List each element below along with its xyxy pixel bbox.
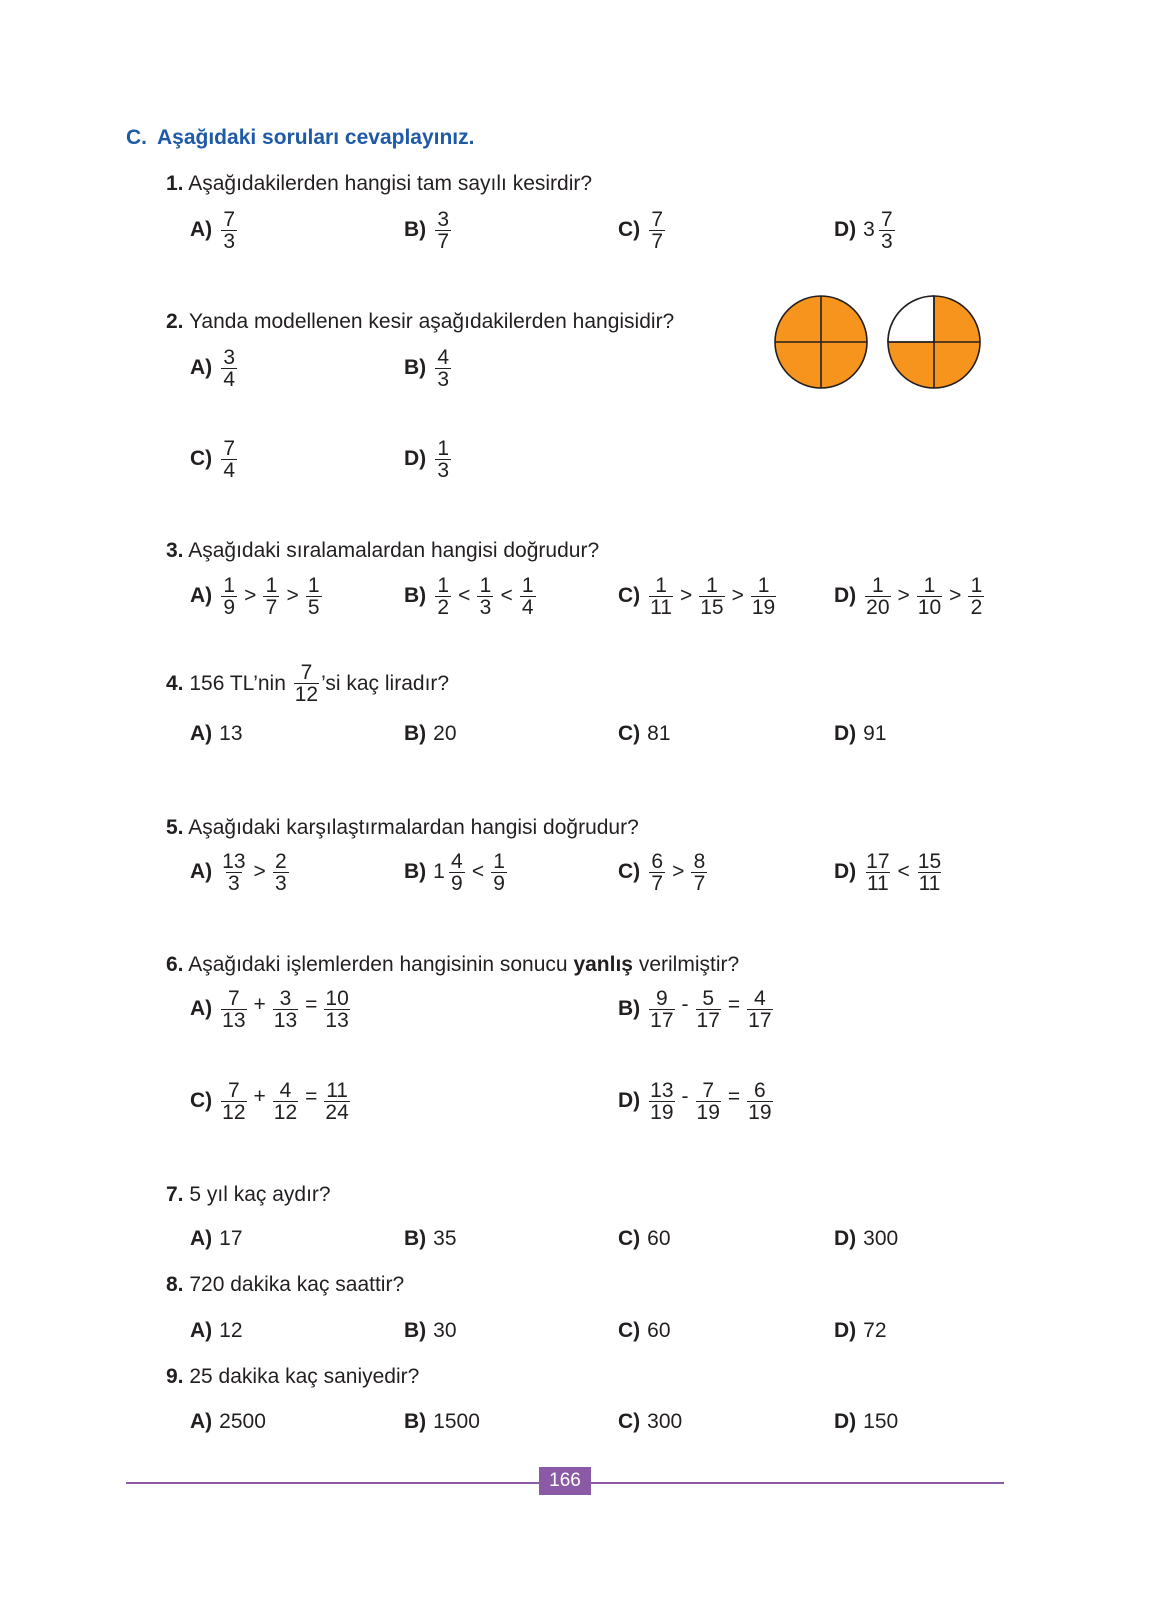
q1-option-a[interactable]: A) $\frac{7}{3}$ (190, 202, 239, 258)
q1-option-b[interactable]: B) $\frac{3}{7}$ (404, 202, 453, 258)
option-value: 150 (863, 1410, 899, 1433)
fraction: $\frac{4}{9}$ (449, 851, 465, 894)
fraction: $\frac{3}{7}$ (435, 209, 451, 252)
equals-sign: = (305, 1085, 318, 1108)
question-1 (166, 172, 592, 196)
q4-option-a[interactable]: A) 13 (190, 722, 243, 745)
fraction: $\frac{6}{19}$ (748, 1078, 772, 1124)
question-text: Aşağıdaki sıralamalardan hangisi doğrudur? (188, 539, 600, 562)
fraction: $\frac{1}{2}$ (968, 575, 984, 618)
option-value: 13 (219, 722, 243, 745)
fraction: $\frac{1}{11}$ (650, 573, 672, 619)
q1-option-d[interactable]: D) 3 $\frac{7}{3}$ (834, 202, 897, 258)
fraction: $\frac{1}{9}$ (221, 575, 237, 618)
fraction: $\frac{7}{12}$ (222, 1078, 246, 1124)
comparison-sign: > (897, 584, 910, 607)
q8-option-b[interactable]: B) 30 (404, 1319, 457, 1342)
question-text: 156 TL’nin (189, 671, 286, 695)
fraction: $\frac{1}{5}$ (306, 575, 322, 618)
fraction: $\frac{7}{7}$ (649, 209, 665, 252)
fraction: $\frac{17}{11}$ (866, 849, 890, 895)
fraction: $\frac{10}{13}$ (325, 986, 349, 1032)
fraction: $\frac{13}{3}$ (222, 849, 246, 895)
q9-option-a[interactable]: A) 2500 (190, 1410, 266, 1433)
question-9 (166, 1365, 419, 1389)
question-number: 5. (166, 816, 184, 839)
whole-number: 3 (863, 218, 875, 241)
option-value: 91 (863, 722, 887, 745)
question-text: Aşağıdaki işlemlerden hangisinin sonucu (188, 953, 568, 976)
q8-option-d[interactable]: D) 72 (834, 1319, 887, 1342)
q4-option-d[interactable]: D) 91 (834, 722, 887, 745)
question-7 (166, 1183, 331, 1207)
fraction: $\frac{9}{17}$ (650, 986, 674, 1032)
question-number: 3. (166, 539, 184, 562)
operator-sign: - (681, 993, 689, 1016)
fraction: $\frac{7}{4}$ (221, 438, 237, 481)
section-title: Aşağıdaki soruları cevaplayınız. (157, 126, 475, 149)
q9-option-d[interactable]: D) 150 (834, 1410, 899, 1433)
question-number: 6. (166, 953, 184, 976)
fraction: $\frac{1}{2}$ (435, 575, 451, 618)
q5-option-d[interactable]: D) $\frac{17}{11}$ < $\frac{15}{11}$ (834, 849, 942, 895)
q2-option-c[interactable]: C) $\frac{7}{4}$ (190, 431, 239, 487)
fraction: $\frac{3}{13}$ (273, 986, 298, 1032)
operator-sign: - (681, 1085, 689, 1108)
question-text: 5 yıl kaç aydır? (189, 1183, 331, 1206)
fraction: $\frac{1}{19}$ (751, 573, 776, 619)
question-text: Aşağıdaki karşılaştırmalardan hangisi doğrudur? (188, 816, 639, 839)
page-number: 166 (539, 1467, 591, 1495)
question-number: 2. (166, 310, 184, 333)
option-value: 2500 (219, 1410, 266, 1433)
q5-option-c[interactable]: C) $\frac{6}{7}$ > $\frac{8}{7}$ (618, 844, 709, 900)
comparison-sign: > (949, 584, 962, 607)
whole-number: 1 (433, 860, 445, 883)
question-text: 720 dakika kaç saattir? (189, 1273, 405, 1296)
comparison-sign: < (500, 584, 513, 607)
three-quarter-circle (888, 296, 980, 388)
option-value: 12 (219, 1319, 243, 1342)
q1-option-c[interactable]: C) $\frac{7}{7}$ (618, 202, 667, 258)
q7-option-b[interactable]: B) 35 (404, 1227, 457, 1250)
fraction: $\frac{1}{9}$ (491, 851, 507, 894)
fraction: $\frac{4}{17}$ (748, 986, 772, 1032)
fraction: $\frac{3}{4}$ (221, 347, 237, 390)
option-value: 20 (433, 722, 457, 745)
option-value: 60 (647, 1227, 671, 1250)
q8-option-a[interactable]: A) 12 (190, 1319, 243, 1342)
fraction: $\frac{13}{19}$ (650, 1078, 674, 1124)
option-value: 72 (863, 1319, 887, 1342)
comparison-sign: > (244, 584, 257, 607)
option-value: 60 (647, 1319, 671, 1342)
fraction: $\frac{1}{4}$ (520, 575, 536, 618)
fraction: $\frac{7}{12}$ (294, 661, 319, 706)
comparison-sign: < (471, 860, 485, 883)
section-heading (126, 126, 474, 150)
q3-option-a[interactable]: A) $\frac{1}{9}$ > $\frac{1}{7}$ > $\frac{1}{5}$ (190, 568, 324, 624)
fraction: $\frac{11}{24}$ (325, 1078, 349, 1124)
question-3 (166, 539, 599, 563)
question-number: 8. (166, 1273, 184, 1296)
fraction: $\frac{7}{13}$ (222, 986, 246, 1032)
fraction: $\frac{7}{3}$ (221, 209, 237, 252)
question-text: Aşağıdakilerden hangisi tam sayılı kesirdir? (188, 172, 593, 195)
option-value: 35 (433, 1227, 457, 1250)
fraction: $\frac{15}{11}$ (917, 849, 942, 895)
option-value: 1500 (433, 1410, 480, 1433)
q9-option-b[interactable]: B) 1500 (404, 1410, 480, 1433)
q3-option-b[interactable]: B) $\frac{1}{2}$ < $\frac{1}{3}$ < $\frac{1}{4}$ (404, 568, 538, 624)
comparison-sign: > (679, 584, 693, 607)
operator-sign: + (253, 1085, 266, 1108)
q9-option-c[interactable]: C) 300 (618, 1410, 683, 1433)
q6-option-d[interactable]: D) $\frac{13}{19}$ - $\frac{7}{19}$ = $\frac{6}{19}$ (618, 1078, 772, 1124)
operator-sign: + (253, 993, 266, 1016)
q2-option-b[interactable]: B) $\frac{4}{3}$ (404, 340, 453, 396)
q6-option-c[interactable]: C) $\frac{7}{12}$ + $\frac{4}{12}$ = $\frac{11}{24}$ (190, 1078, 349, 1124)
question-5 (166, 816, 639, 840)
option-value: 17 (219, 1227, 243, 1250)
question-number: 1. (166, 172, 184, 195)
fraction: $\frac{1}{3}$ (477, 575, 493, 618)
question-8 (166, 1273, 404, 1297)
full-circle (775, 296, 867, 388)
question-4 (166, 662, 449, 705)
q6-option-b[interactable]: B) $\frac{9}{17}$ - $\frac{5}{17}$ = $\frac{4}{17}$ (618, 986, 772, 1032)
question-6 (166, 953, 739, 977)
fraction: $\frac{1}{3}$ (435, 438, 451, 481)
fraction: $\frac{6}{7}$ (649, 851, 665, 894)
q4-option-c[interactable]: C) 81 (618, 722, 671, 745)
comparison-sign: > (731, 584, 744, 607)
option-value: 300 (863, 1227, 899, 1250)
q6-option-a[interactable]: A) $\frac{7}{13}$ + $\frac{3}{13}$ = $\frac{10}{13}$ (190, 986, 349, 1032)
comparison-sign: < (897, 860, 910, 883)
footer-rule-left (126, 1482, 539, 1484)
fraction: $\frac{4}{3}$ (435, 347, 451, 390)
section-letter: C. (126, 126, 147, 149)
fraction: $\frac{5}{17}$ (696, 986, 720, 1032)
fraction: $\frac{2}{3}$ (273, 851, 289, 894)
equals-sign: = (305, 993, 318, 1016)
q5-option-b[interactable]: B) 1 $\frac{4}{9}$ < $\frac{1}{9}$ (404, 844, 509, 900)
comparison-sign: > (286, 584, 299, 607)
question-text-suffix: ’si kaç liradır? (321, 671, 450, 695)
footer-rule-right (591, 1482, 1004, 1484)
q2-option-d[interactable]: D) $\frac{1}{3}$ (404, 431, 453, 487)
fraction: $\frac{7}{3}$ (879, 209, 895, 252)
q2-option-a[interactable]: A) $\frac{3}{4}$ (190, 340, 239, 396)
q7-option-d[interactable]: D) 300 (834, 1227, 899, 1250)
comparison-sign: > (253, 860, 266, 883)
q7-option-c[interactable]: C) 60 (618, 1227, 671, 1250)
question-2 (166, 310, 674, 334)
question-text: Yanda modellenen kesir aşağıdakilerden hangisidir? (188, 310, 675, 333)
equals-sign: = (727, 1085, 741, 1108)
comparison-sign: > (672, 860, 685, 883)
fraction: $\frac{8}{7}$ (691, 851, 707, 894)
equals-sign: = (727, 993, 741, 1016)
fraction: $\frac{4}{12}$ (273, 1078, 298, 1124)
emphasis-word: yanlış (573, 953, 633, 976)
option-value: 30 (433, 1319, 457, 1342)
q3-option-d[interactable]: D) $\frac{1}{20}$ > $\frac{1}{10}$ > $\frac{1}{2}$ (834, 568, 986, 624)
question-text: 25 dakika kaç saniyedir? (189, 1365, 420, 1388)
fraction: $\frac{1}{20}$ (866, 573, 890, 619)
fraction: $\frac{1}{15}$ (700, 573, 724, 619)
q3-option-c[interactable]: C) $\frac{1}{11}$ > $\frac{1}{15}$ > $\frac{1}{19}$ (618, 573, 776, 619)
option-value: 300 (647, 1410, 683, 1433)
fraction: $\frac{1}{10}$ (917, 573, 942, 619)
question-number: 4. (166, 671, 184, 695)
comparison-sign: < (458, 584, 471, 607)
option-value: 81 (647, 722, 671, 745)
fraction-circles-model (772, 293, 990, 393)
fraction: $\frac{7}{19}$ (696, 1078, 720, 1124)
q5-option-a[interactable]: A) $\frac{13}{3}$ > $\frac{2}{3}$ (190, 844, 291, 900)
question-number: 9. (166, 1365, 184, 1388)
fraction: $\frac{1}{7}$ (263, 575, 279, 618)
question-text-suffix: verilmiştir? (638, 953, 740, 976)
q8-option-c[interactable]: C) 60 (618, 1319, 671, 1342)
q4-option-b[interactable]: B) 20 (404, 722, 457, 745)
question-number: 7. (166, 1183, 184, 1206)
q7-option-a[interactable]: A) 17 (190, 1227, 243, 1250)
